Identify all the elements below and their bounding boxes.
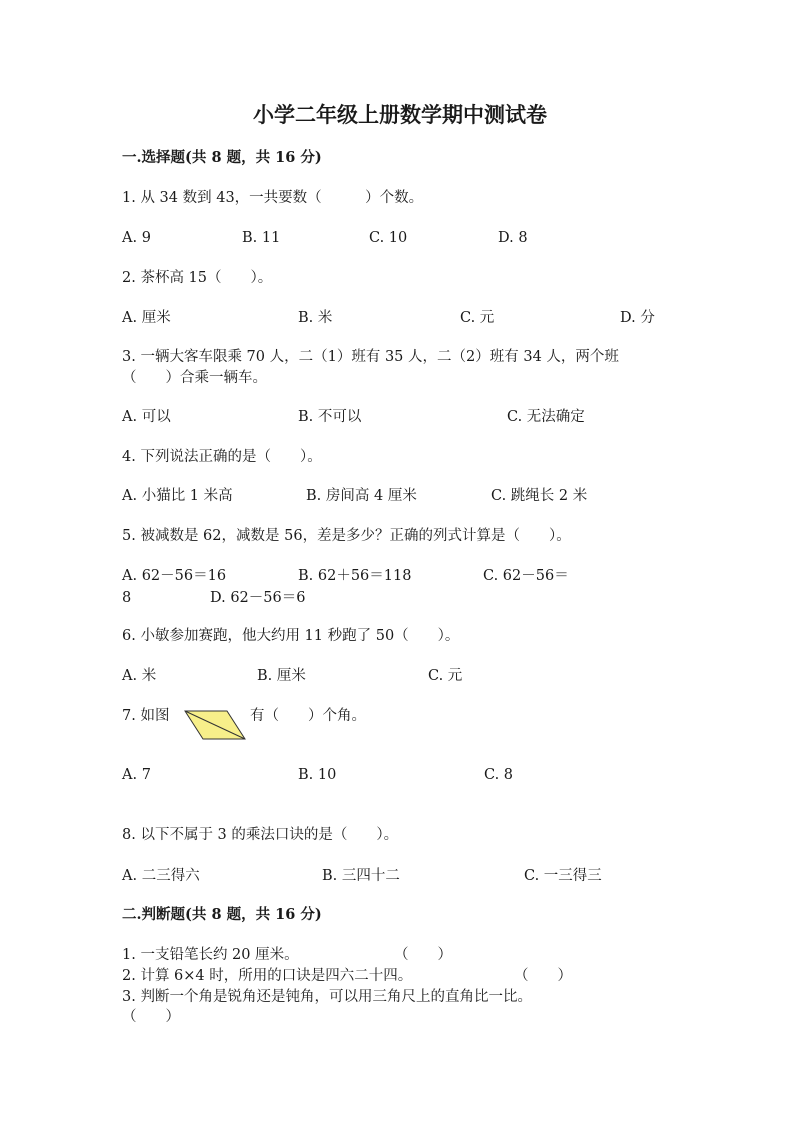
q7-option-c: C. 8 bbox=[484, 767, 514, 783]
section-heading-choice: 一.选择题(共 8 题，共 16 分) bbox=[122, 149, 322, 166]
judgment-item-2-answer: （ ） bbox=[514, 968, 572, 984]
q6-option-c: C. 元 bbox=[428, 668, 463, 684]
q4-option-a: A. 小猫比 1 米高 bbox=[122, 488, 233, 504]
question-1: 1. 从 34 数到 43，一共要数（ ）个数。 bbox=[122, 190, 424, 206]
q4-option-b: B. 房间高 4 厘米 bbox=[306, 488, 417, 504]
q1-option-a: A. 9 bbox=[122, 230, 151, 246]
parallelogram-figure bbox=[183, 708, 247, 742]
question-4: 4. 下列说法正确的是（ ）。 bbox=[122, 449, 322, 465]
q8-option-c: C. 一三得三 bbox=[524, 868, 602, 884]
question-2: 2. 茶杯高 15（ ）。 bbox=[122, 270, 273, 286]
q5-option-c: C. 62－56＝ bbox=[483, 568, 569, 584]
judgment-item-1-answer: （ ） bbox=[394, 947, 452, 963]
question-7-prefix: 7. 如图 bbox=[122, 708, 170, 724]
q7-option-a: A. 7 bbox=[122, 767, 151, 783]
q2-option-b: B. 米 bbox=[298, 310, 333, 326]
q3-option-b: B. 不可以 bbox=[298, 409, 362, 425]
q5-option-b: B. 62＋56＝118 bbox=[298, 568, 412, 584]
question-7-suffix: 有（ ）个角。 bbox=[250, 708, 366, 724]
q2-option-a: A. 厘米 bbox=[122, 310, 171, 326]
q5-option-d: D. 62－56＝6 bbox=[210, 590, 306, 606]
q1-option-b: B. 11 bbox=[242, 230, 281, 246]
q4-option-c: C. 跳绳长 2 米 bbox=[491, 488, 588, 504]
section-heading-judgment: 二.判断题(共 8 题，共 16 分) bbox=[122, 906, 322, 923]
q2-option-d: D. 分 bbox=[620, 310, 655, 326]
question-8: 8. 以下不属于 3 的乘法口诀的是（ ）。 bbox=[122, 827, 399, 843]
judgment-item-3-answer: （ ） bbox=[122, 1009, 180, 1025]
q2-option-c: C. 元 bbox=[460, 310, 495, 326]
q8-option-a: A. 二三得六 bbox=[122, 868, 200, 884]
judgment-item-3: 3. 判断一个角是锐角还是钝角，可以用三角尺上的直角比一比。 bbox=[122, 989, 532, 1005]
q1-option-c: C. 10 bbox=[369, 230, 408, 246]
q3-option-c: C. 无法确定 bbox=[507, 409, 585, 425]
question-6: 6. 小敏参加赛跑，他大约用 11 秒跑了 50（ ）。 bbox=[122, 628, 460, 644]
judgment-item-2: 2. 计算 6×4 时，所用的口诀是四六二十四。 bbox=[122, 968, 413, 984]
question-3-line2: （ ）合乘一辆车。 bbox=[122, 370, 267, 386]
page-title: 小学二年级上册数学期中测试卷 bbox=[253, 102, 547, 127]
q3-option-a: A. 可以 bbox=[122, 409, 171, 425]
q6-option-a: A. 米 bbox=[122, 668, 157, 684]
question-3: 3. 一辆大客车限乘 70 人，二（1）班有 35 人，二（2）班有 34 人，两个班 bbox=[122, 349, 619, 365]
question-5: 5. 被减数是 62，减数是 56，差是多少？正确的列式计算是（ ）。 bbox=[122, 528, 571, 544]
q1-option-d: D. 8 bbox=[498, 230, 528, 246]
q6-option-b: B. 厘米 bbox=[257, 668, 306, 684]
q5-option-a: A. 62－56＝16 bbox=[122, 568, 227, 584]
judgment-item-1: 1. 一支铅笔长约 20 厘米。 bbox=[122, 947, 299, 963]
q5-option-c-wrap: 8 bbox=[122, 590, 132, 606]
q8-option-b: B. 三四十二 bbox=[322, 868, 400, 884]
q7-option-b: B. 10 bbox=[298, 767, 337, 783]
